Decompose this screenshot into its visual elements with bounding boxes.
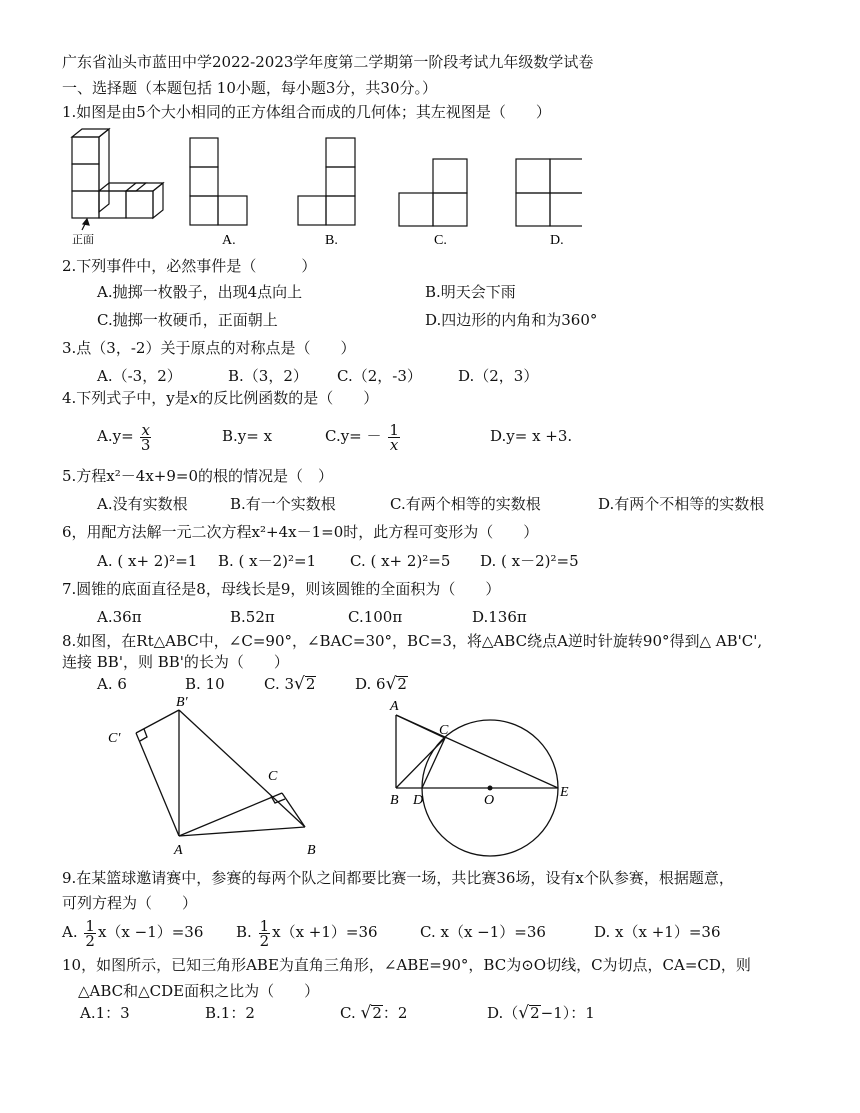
q10-d-prefix: D.（ bbox=[487, 1004, 519, 1022]
q5-option-b: B.有一个实数根 bbox=[230, 495, 336, 513]
q8-stem-line2: 连接 BB'，则 BB'的长为（ ） bbox=[62, 653, 289, 671]
q4-stem-b: 的反比例函数的是（ ） bbox=[198, 389, 379, 407]
q10-option-a: A.1：3 bbox=[80, 1004, 130, 1022]
q8-segment-cb bbox=[282, 793, 305, 827]
q8-figure bbox=[100, 690, 330, 860]
q8-label-b: B bbox=[307, 843, 316, 858]
q1-option-a-view bbox=[190, 138, 247, 225]
q9-a-rest: x（x −1）=36 bbox=[97, 923, 204, 941]
q8-c-radical-sign: √ bbox=[294, 674, 305, 694]
q4-c-denominator: x bbox=[389, 435, 399, 454]
q4-option-d: D.y= x +3. bbox=[490, 427, 573, 445]
q8-d-radical-sign: √ bbox=[385, 674, 397, 694]
q4-c-prefix: C.y= － bbox=[325, 427, 382, 445]
q2-option-b: B.明天会下雨 bbox=[425, 283, 516, 301]
section-heading: 一、选择题（本题包括 10小题，每小题3分，共30分。） bbox=[62, 79, 437, 97]
q7-option-c: C.100π bbox=[348, 608, 403, 626]
q10-option-d bbox=[487, 1003, 595, 1023]
q10-c-rest: ：2 bbox=[382, 1004, 408, 1022]
q3-option-d: D.（2，3） bbox=[458, 367, 539, 385]
q10-label-d: D bbox=[413, 793, 424, 808]
q7-stem: 7.圆锥的底面直径是8，母线长是9，则该圆锥的全面积为（ ） bbox=[62, 580, 501, 598]
q8-label-cp: C′ bbox=[108, 731, 121, 746]
q4-a-denominator: 3 bbox=[140, 435, 151, 454]
q3-option-a: A.（-3，2） bbox=[97, 367, 182, 385]
q9-b-numerator: 1 bbox=[259, 916, 270, 935]
q5-option-a: A.没有实数根 bbox=[97, 495, 188, 513]
q6-option-c: C. ( x+ 2)²=5 bbox=[350, 552, 451, 570]
q9-a-prefix: A. bbox=[62, 923, 78, 941]
q6-option-d: D. ( x－2)²=5 bbox=[480, 552, 579, 570]
q4-stem bbox=[62, 388, 378, 408]
q1-label-c: C. bbox=[434, 233, 447, 248]
q10-d-radical-sign: √ bbox=[518, 1003, 530, 1023]
q1-stem: 1.如图是由5个大小相同的正方体组合而成的几何体；其左视图是（ ） bbox=[62, 103, 551, 121]
q6-option-b: B. ( x－2)²=1 bbox=[218, 552, 317, 570]
q9-a-denominator: 2 bbox=[85, 931, 95, 950]
q5-option-c: C.有两个相等的实数根 bbox=[390, 495, 541, 513]
q9-option-d: D. x（x +1）=36 bbox=[594, 923, 721, 941]
q3-stem: 3.点（3，-2）关于原点的对称点是（ ） bbox=[62, 339, 356, 357]
q2-option-a: A.抛掷一枚骰子，出现4点向上 bbox=[97, 283, 303, 301]
q1-option-d-view bbox=[516, 159, 582, 226]
q10-segment-bc bbox=[396, 738, 445, 788]
q10-option-c bbox=[340, 1003, 407, 1023]
q10-segment-ac bbox=[396, 715, 445, 738]
q10-segment-dc bbox=[422, 738, 445, 788]
q4-stem-a: 4.下列式子中，y是 bbox=[62, 389, 190, 407]
q10-d-rest: −1）：1 bbox=[540, 1004, 595, 1022]
q8-option-b: B. 10 bbox=[185, 675, 225, 693]
q9-stem-line1: 9.在某篮球邀请赛中，参赛的每两个队之间都要比赛一场，共比赛36场，设有x个队参赛，根据题意， bbox=[62, 869, 734, 887]
q4-option-c bbox=[325, 418, 402, 454]
q1-label-d: D. bbox=[550, 233, 564, 248]
q8-label-c: C bbox=[268, 769, 278, 784]
q10-center-dot bbox=[488, 786, 493, 791]
q10-c-radical-sign: √ bbox=[360, 1003, 372, 1023]
q10-label-c: C bbox=[439, 723, 449, 738]
q6-option-a: A. ( x+ 2)²=1 bbox=[97, 552, 198, 570]
q10-c-prefix: C. bbox=[340, 1004, 356, 1022]
q4-option-a bbox=[97, 418, 153, 454]
q4-a-prefix: A.y= bbox=[97, 427, 134, 445]
q8-c-prefix: C. 3 bbox=[264, 675, 295, 693]
q10-label-b: B bbox=[390, 793, 399, 808]
q9-b-rest: x（x +1）=36 bbox=[272, 923, 378, 941]
q8-stem-line1: 8.如图，在Rt△ABC中，∠C=90°，∠BAC=30°，BC=3，将△ABC绕点A逆时针旋转90°得到△ AB'C', bbox=[62, 632, 763, 650]
q2-stem: 2.下列事件中，必然事件是（ ） bbox=[62, 257, 317, 275]
page-title: 广东省汕头市蓝田中学2022-2023学年度第二学期第一阶段考试九年级数学试卷 bbox=[62, 53, 594, 71]
q8-segment-bpcp bbox=[136, 710, 179, 733]
q4-stem-x: x bbox=[189, 389, 199, 407]
q3-option-b: B.（3，2） bbox=[228, 367, 308, 385]
q5-stem: 5.方程x²－4x+9=0的根的情况是（ ） bbox=[62, 467, 334, 485]
q4-a-fraction bbox=[140, 420, 151, 454]
q9-option-c: C. x（x −1）=36 bbox=[420, 923, 546, 941]
q9-a-fraction bbox=[84, 916, 96, 950]
q1-figure bbox=[62, 126, 582, 250]
q1-option-b-view bbox=[298, 138, 355, 225]
q9-b-denominator: 2 bbox=[259, 931, 270, 950]
q10-option-b: B.1：2 bbox=[205, 1004, 255, 1022]
q10-c-radicand: 2 bbox=[372, 1004, 382, 1022]
q8-label-a: A bbox=[174, 843, 183, 858]
q1-solid-figure bbox=[72, 129, 163, 230]
q8-d-prefix: D. 6 bbox=[355, 675, 386, 693]
q4-c-fraction bbox=[388, 420, 400, 454]
q10-stem-line2: △ABC和△CDE面积之比为（ ） bbox=[78, 982, 320, 1000]
q6-stem: 6，用配方法解一元二次方程x²+4x－1=0时，此方程可变形为（ ） bbox=[62, 523, 539, 541]
q2-option-c: C.抛掷一枚硬币，正面朝上 bbox=[97, 311, 278, 329]
q10-label-e: E bbox=[560, 785, 569, 800]
q9-option-b bbox=[236, 914, 378, 950]
q2-option-d: D.四边形的内角和为360° bbox=[425, 311, 598, 329]
q10-d-radicand: 2 bbox=[530, 1004, 540, 1022]
q8-option-a: A. 6 bbox=[97, 675, 127, 693]
q7-option-a: A.36π bbox=[97, 608, 142, 626]
q5-option-d: D.有两个不相等的实数根 bbox=[598, 495, 765, 513]
q8-c-radicand: 2 bbox=[305, 675, 316, 693]
q4-option-b: B.y= x bbox=[222, 427, 273, 445]
q1-label-b: B. bbox=[325, 233, 338, 248]
q1-front-label: 正面 bbox=[72, 234, 94, 246]
q8-d-radicand: 2 bbox=[397, 675, 407, 693]
q1-label-a: A. bbox=[222, 233, 236, 248]
q10-label-a: A bbox=[390, 699, 399, 714]
q10-stem-line1: 10，如图所示，已知三角形ABE为直角三角形，∠ABE=90°，BC为⊙O切线，C为切点，CA=CD，则 bbox=[62, 956, 751, 974]
q7-option-d: D.136π bbox=[472, 608, 527, 626]
q10-label-o: O bbox=[484, 793, 495, 808]
q3-option-c: C.（2，-3） bbox=[337, 367, 422, 385]
q9-b-prefix: B. bbox=[236, 923, 252, 941]
q9-a-numerator: 1 bbox=[85, 916, 95, 935]
q7-option-b: B.52π bbox=[230, 608, 275, 626]
q9-stem-line2: 可列方程为（ ） bbox=[62, 894, 198, 912]
q1-option-c-view bbox=[399, 159, 467, 226]
q9-b-fraction bbox=[259, 916, 271, 950]
q4-a-numerator: x bbox=[141, 420, 150, 439]
q8-segment-cpa bbox=[136, 733, 179, 836]
q9-option-a bbox=[62, 914, 203, 950]
q10-figure bbox=[380, 690, 580, 860]
q4-c-numerator: 1 bbox=[389, 420, 399, 439]
q8-label-bp: B′ bbox=[176, 695, 188, 710]
